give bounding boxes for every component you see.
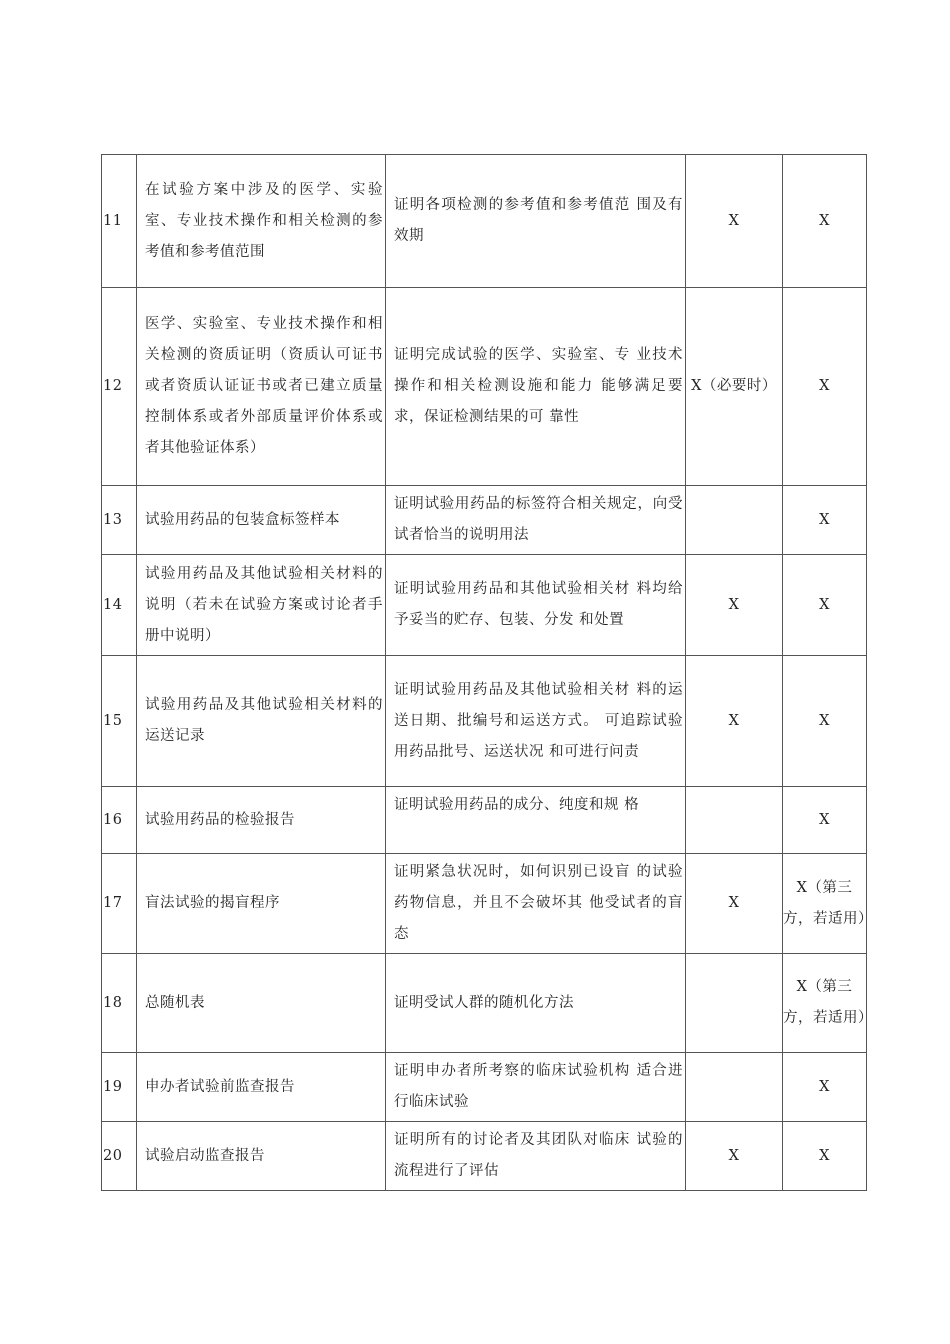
investigator-mark: X [686,1122,783,1191]
row-number: 15 [102,656,137,787]
sponsor-mark: X [783,288,867,486]
document-purpose: 证明所有的讨论者及其团队对临床 试验的流程进行了评估 [394,1132,683,1179]
document-purpose: 证明试验用药品的成分、纯度和规 格 [394,797,640,813]
sponsor-mark: X [783,787,867,854]
row-number: 20 [102,1122,137,1191]
document-purpose: 证明受试人群的随机化方法 [394,994,574,1011]
sponsor-mark: X [783,555,867,656]
table-row [102,1122,867,1191]
table-row [102,155,867,288]
table-row [102,555,867,656]
document-name: 试验用药品及其他试验相关材料的运送记录 [145,697,383,744]
document-purpose: 证明试验用药品及其他试验相关材 料的运送日期、批编号和运送方式。 可追踪试验用药品批号、运送状况 和可进行问责 [394,681,683,760]
document-name: 医学、实验室、专业技术操作和相关检测的资质证明（资质认可证书或者资质认证证书或者已建立质量控制体系或者外部质量评价体系或者其他验证体系） [145,316,383,456]
table-row [102,787,867,854]
row-number: 19 [102,1053,137,1122]
document-name: 总随机表 [145,994,205,1011]
document-purpose: 证明各项检测的参考值和参考值范 围及有效期 [394,197,683,244]
table-row [102,854,867,954]
row-number: 12 [102,288,137,486]
investigator-mark [686,486,783,555]
document-purpose: 证明试验用药品的标签符合相关规定，向受试者恰当的说明用法 [394,496,683,543]
sponsor-mark: X [783,1122,867,1191]
document-purpose: 证明试验用药品和其他试验相关材 料均给予妥当的贮存、包装、分发 和处置 [394,581,683,628]
row-number: 14 [102,555,137,656]
table-row [102,954,867,1053]
investigator-mark: X [686,656,783,787]
document-name: 申办者试验前监查报告 [145,1078,295,1095]
table-row [102,288,867,486]
essential-documents-table [101,154,873,1191]
investigator-mark [686,954,783,1053]
table-row [102,656,867,787]
investigator-mark [686,1053,783,1122]
sponsor-mark: X（第三方，若适用） [783,954,867,1053]
document-name: 试验用药品的包装盒标签样本 [145,511,340,528]
document-purpose: 证明申办者所考察的临床试验机构 适合进行临床试验 [394,1063,683,1110]
table-row [102,486,867,555]
investigator-mark: X [686,155,783,288]
investigator-mark [686,787,783,854]
document-purpose: 证明完成试验的医学、实验室、专 业技术操作和相关检测设施和能力 能够满足要求，保证检测结果的可 靠性 [394,347,683,425]
row-number: 18 [102,954,137,1053]
row-number: 13 [102,486,137,555]
document-name: 在试验方案中涉及的医学、实验室、专业技术操作和相关检测的参考值和参考值范围 [145,181,383,260]
sponsor-mark: X [783,155,867,288]
table-row [102,1053,867,1122]
investigator-mark: X（必要时） [686,288,783,486]
row-number: 16 [102,787,137,854]
document-purpose: 证明紧急状况时，如何识别已设盲 的试验药物信息，并且不会破坏其 他受试者的盲态 [394,864,683,942]
investigator-mark: X [686,555,783,656]
row-number: 17 [102,854,137,954]
document-name: 试验用药品的检验报告 [145,811,295,828]
sponsor-mark: X [783,1053,867,1122]
document-name: 试验用药品及其他试验相关材料的说明（若未在试验方案或讨论者手册中说明） [145,565,383,644]
sponsor-mark: X [783,656,867,787]
document-name: 试验启动监查报告 [145,1147,265,1164]
sponsor-mark: X（第三方，若适用） [783,854,867,954]
document-name: 盲法试验的揭盲程序 [145,895,280,911]
row-number: 11 [102,155,137,288]
sponsor-mark: X [783,486,867,555]
investigator-mark: X [686,854,783,954]
